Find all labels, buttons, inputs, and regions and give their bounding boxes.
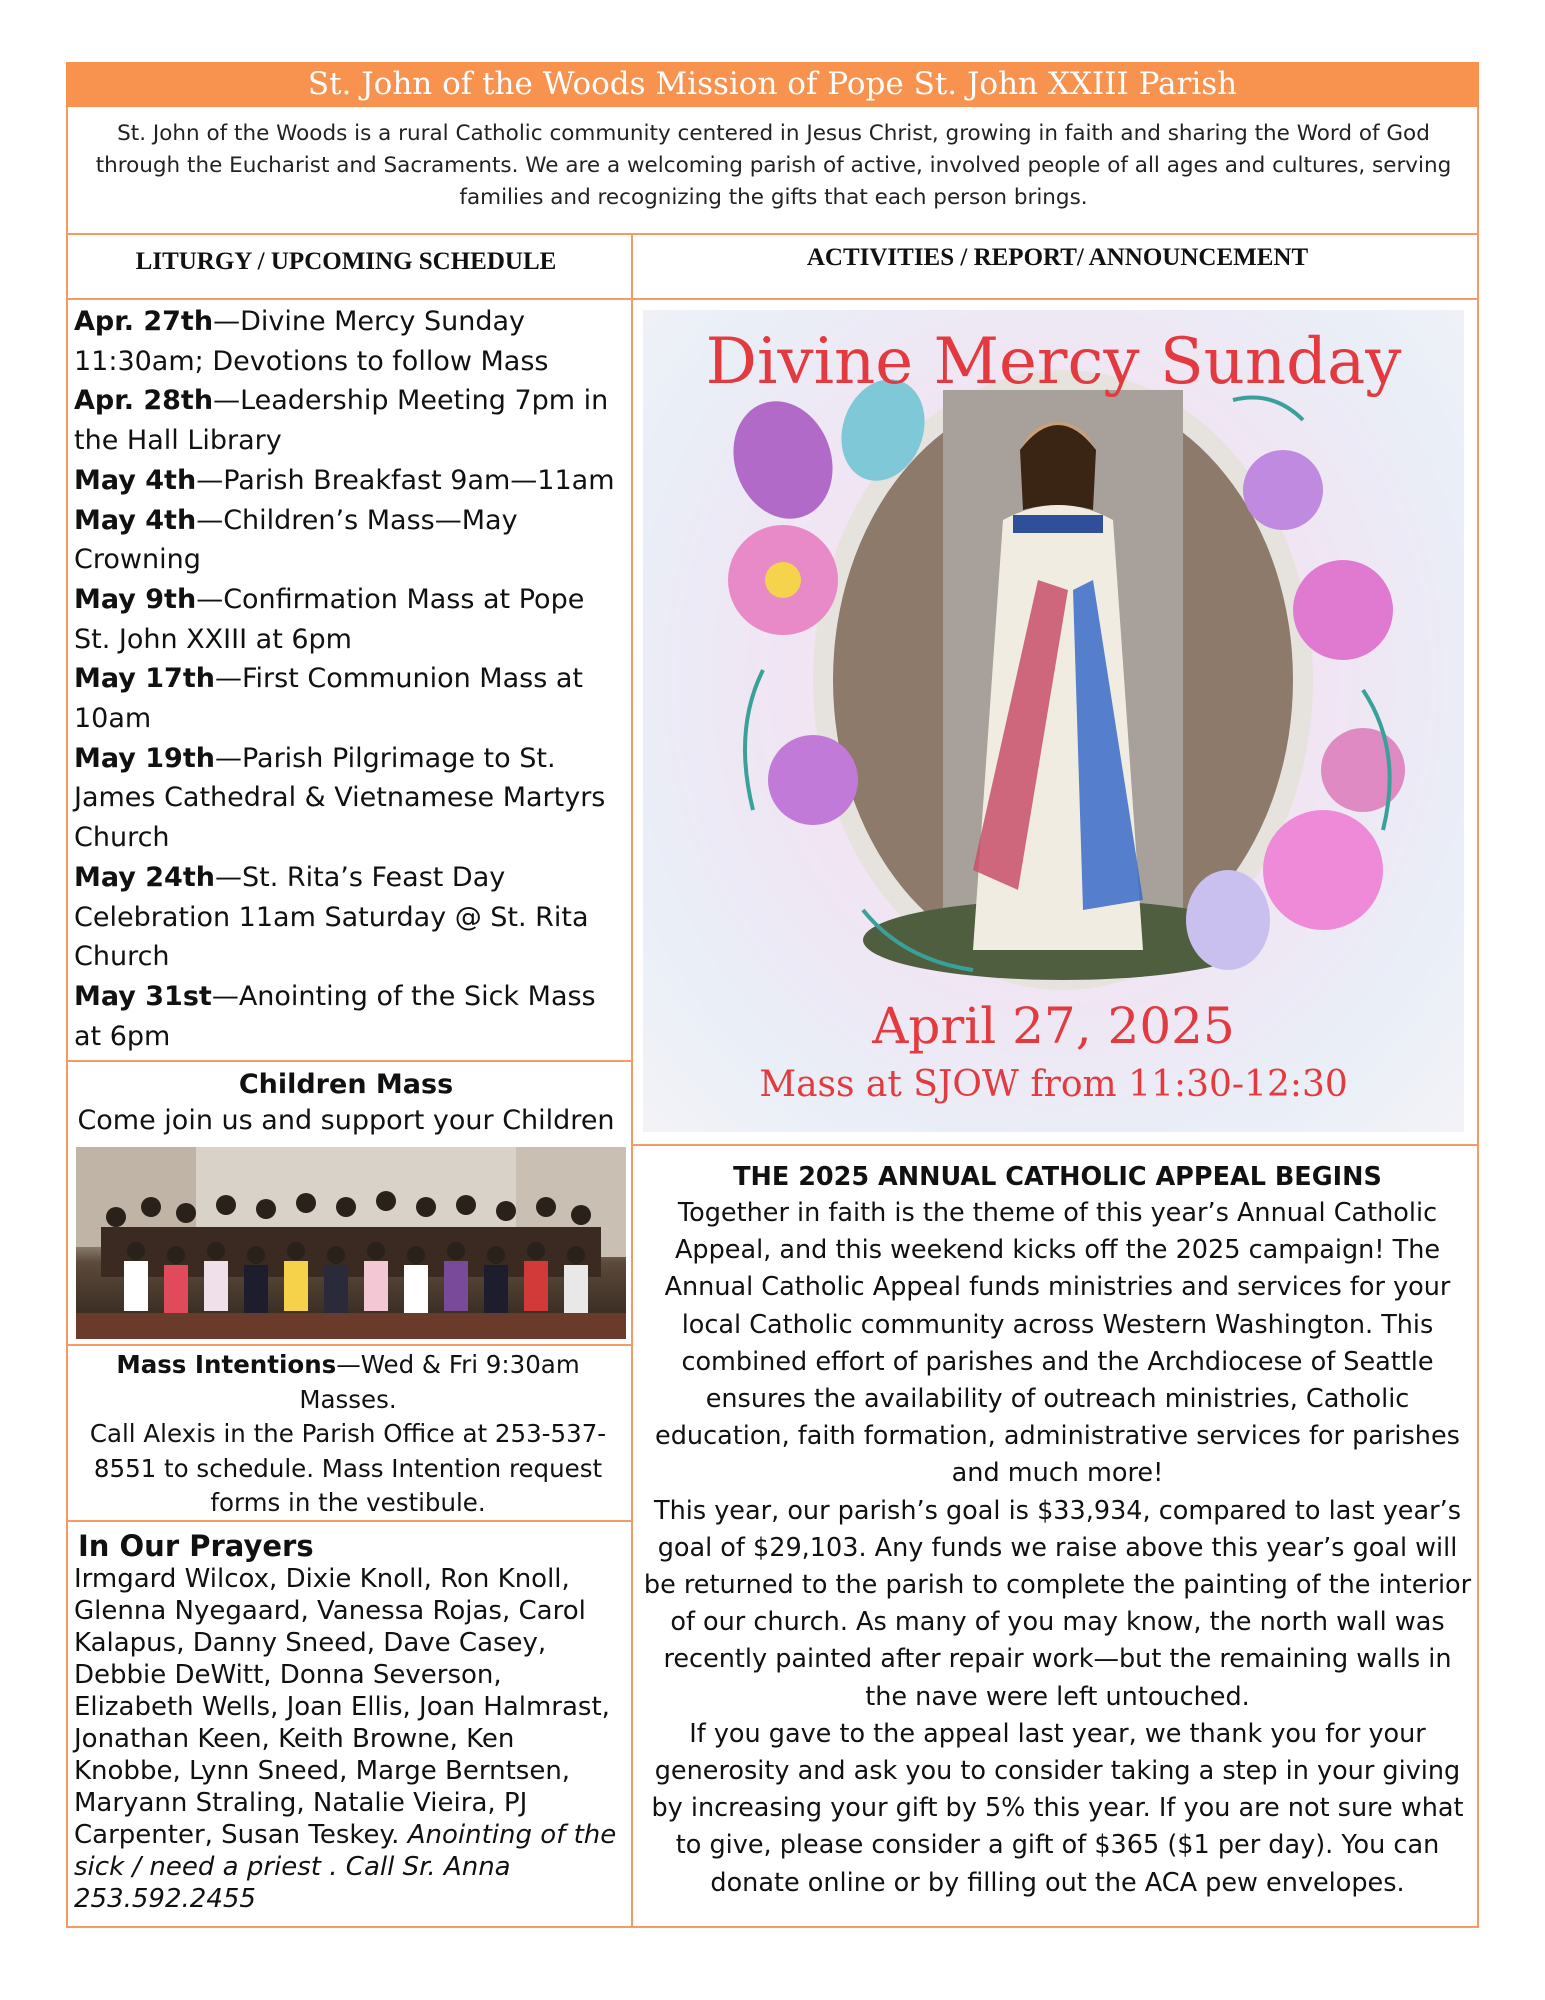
event-description: —Anointing of the Sick Mass at 6pm (74, 980, 596, 1052)
appeal-title: THE 2025 ANNUAL CATHOLIC APPEAL BEGINS (733, 1162, 1382, 1192)
schedule-item (74, 858, 629, 977)
mission-statement: St. John of the Woods is a rural Catholic community centered in Jesus Christ, growing in faith and sharing the Word of God through the Eucharist and Sacraments. We are a welcoming parish of active, involved people of all ages and cultures, serving families and recognizing the gifts that each person brings. (95, 121, 1452, 210)
event-date: May 31st (74, 980, 212, 1012)
mass-intentions-contact: Call Alexis in the Parish Office at 253-537-8551 to schedule. Mass Intention request forms in the vestibule. (89, 1419, 607, 1517)
schedule-item (74, 302, 629, 381)
activities-heading: ACTIVITIES / REPORT/ ANNOUNCEMENT (806, 244, 1309, 271)
event-date: May 17th (74, 663, 215, 695)
schedule-item (74, 659, 629, 738)
divider-schedule (66, 1060, 631, 1062)
schedule-item (74, 580, 629, 659)
schedule-item (74, 381, 629, 460)
divider-photo (66, 1344, 631, 1346)
event-date: May 24th (74, 861, 215, 893)
mass-intentions (70, 1348, 626, 1521)
appeal-paragraph: Together in faith is the theme of this year’s Annual Catholic Appeal, and this weekend kicks off the 2025 campaign! The Annual Catholic Appeal funds ministries and services for your local Catholic community across Western Washington. This combined effort of parishes and the Archdiocese of Seattle ensures the availability of outreach ministries, Catholic education, faith formation, administrative services for parishes and much more! (655, 1198, 1460, 1489)
divine-mercy-poster (643, 310, 1464, 1132)
frame-bottom (66, 1926, 1479, 1928)
event-date: May 4th (74, 504, 197, 536)
frame-left (66, 62, 68, 1928)
event-description: —Parish Breakfast 9am—11am (196, 464, 615, 496)
children-mass-subtitle: Come join us and support your Children (77, 1105, 615, 1136)
mass-intentions-times: —Wed & Fri 9:30am Masses. (299, 1350, 580, 1414)
prayer-note: Anointing of the sick / need a priest . Call Sr. Anna 253.592.2455 (74, 1820, 617, 1914)
prayers-list (74, 1563, 624, 1915)
event-date: May 9th (74, 583, 197, 615)
prayers-title: In Our Prayers (78, 1529, 314, 1563)
appeal-paragraph: If you gave to the appeal last year, we thank you for your generosity and ask you to consider taking a step in your giving by increasing your gift by 5% this year. If you are not sure what to give, please consider a gift of $365 ($1 per day). You can donate online or by filling out the ACA pew envelopes. (651, 1718, 1464, 1898)
schedule-item (74, 977, 629, 1056)
schedule-item (74, 461, 629, 501)
event-date: Apr. 28th (74, 385, 214, 417)
poster-date: April 27, 2025 (872, 997, 1235, 1055)
mass-intentions-label: Mass Intentions (116, 1350, 337, 1379)
children-photo-illustration (76, 1147, 626, 1339)
divider-mission (66, 233, 1479, 235)
liturgy-schedule-heading: LITURGY / UPCOMING SCHEDULE (135, 248, 557, 275)
event-description: —Children’s Mass—May Crowning (74, 504, 518, 576)
frame-right (1477, 62, 1479, 1928)
event-description: —St. Rita’s Feast Day Celebration 11am Saturday @ St. Rita Church (74, 861, 589, 973)
appeal-body (640, 1195, 1475, 1902)
prayer-names: Irmgard Wilcox, Dixie Knoll, Ron Knoll, Glenna Nyegaard, Vanessa Rojas, Carol Kalapus, Danny Sneed, Dave Casey, Debbie DeWitt, Donna Severson, Elizabeth Wells, Joan Ellis, Joan Halmrast, Jonathan Keen, Keith Browne, Ken Knobbe, Lynn Sneed, Marge Berntsen, Maryann Straling, Natalie Vieira, PJ Carpenter, Susan Teskey. (74, 1564, 610, 1850)
event-description: —Confirmation Mass at Pope St. John XXIII at 6pm (74, 583, 585, 655)
poster-mass-time: Mass at SJOW from 11:30-12:30 (759, 1064, 1348, 1105)
poster-title: Divine Mercy Sunday (705, 325, 1402, 399)
divider-column (631, 233, 633, 1928)
divider-heads (66, 298, 1479, 300)
appeal-paragraph: This year, our parish’s goal is $33,934, compared to last year’s goal of $29,103. Any funds we raise above this year’s goal will be returned to the parish to complete the painting of the interior of our church. As many of you may know, the north wall was recently painted after repair work—but the remaining walls in the nave were left untouched. (643, 1495, 1472, 1712)
parish-banner: St. John of the Woods Mission of Pope St. John XXIII Parish (66, 62, 1479, 107)
schedule-item (74, 501, 629, 580)
schedule-item (74, 739, 629, 858)
event-date: May 4th (74, 464, 197, 496)
children-mass-title: Children Mass (238, 1069, 454, 1100)
event-date: May 19th (74, 742, 215, 774)
schedule-list (74, 302, 629, 1056)
event-description: —Leadership Meeting 7pm in the Hall Library (74, 385, 609, 457)
children-group-photo (76, 1147, 626, 1339)
event-description: —Divine Mercy Sunday 11:30am; Devotions to follow Mass (74, 306, 549, 377)
event-date: Apr. 27th (74, 306, 214, 337)
event-description: —First Communion Mass at 10am (74, 663, 583, 735)
event-description: —Parish Pilgrimage to St. James Cathedral & Vietnamese Martyrs Church (74, 742, 606, 854)
divider-poster (633, 1144, 1479, 1146)
